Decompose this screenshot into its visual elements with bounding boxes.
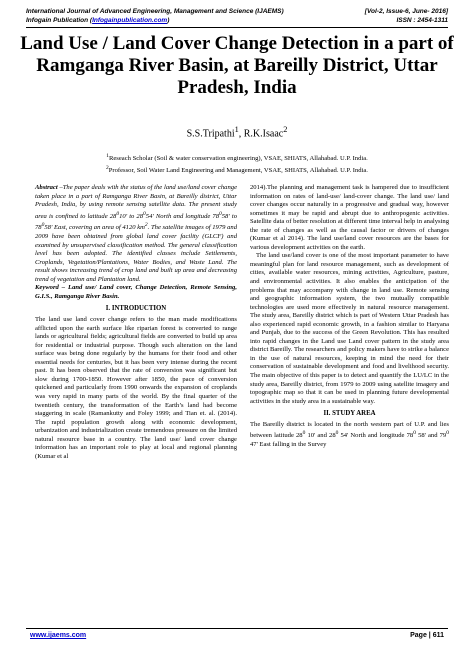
- page-footer: [30, 632, 444, 639]
- author-1: S.S.Tripathi: [186, 128, 235, 140]
- introduction-text: The land use land cover change refers to the man made modifications afflicted upon the earth surface like riparian forest is converted to range lands or agricultural fields; agricultural fields are converted to build up area for residential or industrial purpose. Though such alteration on the land surface was being done regularly by the humans for their food and other essential needs for centuries, but it has been very intense during the recent past. It has been observed that the rate of conversion was significant but slow during 1700-1850. However after 1850, the pace of conversion quickened and particularly from 1990 onwards the expansion of croplands was very rapid in many parts of the world. By the final quarter of the twentieth century, the transformation of the Earth’s land had become staggering in scale (Ramankutty and Foley 1999; and Tian et. al. (2014). The rapid population growth along with economic development, urbanization and industrialization create tremendous pressure on the limited natural resource base in a country. The land use/ land cover change information has an important role to play at local and regional planning (Kumar et al: [35, 316, 237, 460]
- volume-info: [Vol-2, Issue-6, June- 2016]: [364, 8, 448, 15]
- abstract-label: Abstract: [35, 184, 58, 191]
- body-paragraph-1: 2014).The planning and management task is hampered due to insufficient information on rates of land-use/ land-cover change. The land use/ land cover changes occur naturally in a progressive and gradual way, however sometimes it may be rapid and abrupt due to anthropogenic activities. Satellite data of better resolution at different time interval help in analysing the rate of changes as well as the causal factor or drivers of changes (Kumar et al 2014). The land use/land cover resources are the bases for various development activities on the earth.: [250, 184, 449, 251]
- study-area-text: The Bareilly district is located in the north western part of U.P. and lies between latitude $28^0$ 10' and $28^0$ 54' North and longitude $78^0$ 58' and $79^0$ 47' East falling in the Survey: [250, 420, 449, 449]
- publisher-link[interactable]: Infogainpublication.com: [92, 17, 168, 24]
- page-number: Page | 611: [410, 632, 444, 639]
- journal-name: International Journal of Advanced Engineering, Management and Science (IJAEMS): [26, 8, 284, 15]
- left-column: [35, 184, 237, 461]
- affiliations: [26, 152, 448, 175]
- affiliation-1: $^1$Reseach Scholar (Soil & water conservation engineering), VSAE, SHIATS, Allahabad. U.P. India.: [106, 153, 368, 163]
- footer-url-link[interactable]: www.ijaems.com: [30, 632, 87, 639]
- section-heading-study-area: II. STUDY AREA: [323, 410, 376, 418]
- running-header-line2: [26, 17, 448, 25]
- section-heading-introduction: I. INTRODUCTION: [105, 305, 167, 313]
- author-line: S.S.Tripathi$^1$, R.K.Isaac$^2$: [186, 125, 288, 140]
- body-paragraph-2: The land use/land cover is one of the most important parameter to have meaningful plan for land resource management, such as development of cities, available water resources, mining activities, Agriculture, pasture, and environmental activities. It also enables the anticipation of the problems that may accompany with change in land use. Remote sensing and geographic information system, the two mutually compatible technologies are used more effectively in natural resource management. The study area, Bareilly district which is part of Western Uttar Pradesh has also experienced rapid economic growth, in a fashion similar to Haryana and Punjab, due to the success of the Green Revolution. This has resulted into rapid changes in the Land use Land cover pattern in the study area district Bareilly. The researchers and policy makers have to strike a balance in the use of natural resources, keeping in mind the need for their conservation of sustainable development and food and livelihood security. The main objective of this paper is to detect and quantify the LU/LC in the study area, Bareilly district, from 1979 to 2009 using satellite imagery and topographic map so that it can be used in planning future developmental activities in the study area in a sustainable way.: [250, 252, 450, 405]
- issn: ISSN : 2454-1311: [396, 17, 448, 24]
- paper-title: Land Use / Land Cover Change Detection in a part of Ramganga River Basin, at Bareilly District, Uttar Pradesh, India: [20, 33, 454, 98]
- author-2: , R.K.Isaac: [238, 128, 284, 140]
- right-column: [250, 184, 449, 450]
- header-rule: [26, 27, 448, 28]
- publisher: Infogain Publication (Infogainpublication.com): [26, 17, 170, 24]
- keywords: Keyword – Land use/ Land cover, Change Detection, Remote Sensing, G.I.S., Ramganga River Basin.: [35, 284, 237, 300]
- footer-rule: [26, 628, 448, 629]
- affiliation-2: $^2$Professor, Soil Water Land Engineering and Management, VSAE, SHIATS, Allahabad. U.P. India.: [106, 164, 368, 174]
- running-header-line1: [26, 8, 448, 16]
- abstract: Abstract –The paper deals with the status of the land use/land cover change taken place in a part of Ramganga River Basin, at Bareilly district, Uttar Pradesh, India, by using remote sensing satellite data. The present study area is confined to latitude $28^010'$ to $28^054'$ North and longitude $78^058'$ to $78^058'$ East, covering an area of 4120 $km^2$. The satellite images of 1979 and 2009 have been obtained from global land cover facility (GLCF) and examined by unsupervised classification method. The general classification level has been adopted. The identified classes include Settlements, Croplands, Vegetation/Plantations, Water Bodies, and Waste Land. The result shows increasing trend of crop land and built up area and decreasing trend of vegetation and Plantation land.: [35, 184, 237, 283]
